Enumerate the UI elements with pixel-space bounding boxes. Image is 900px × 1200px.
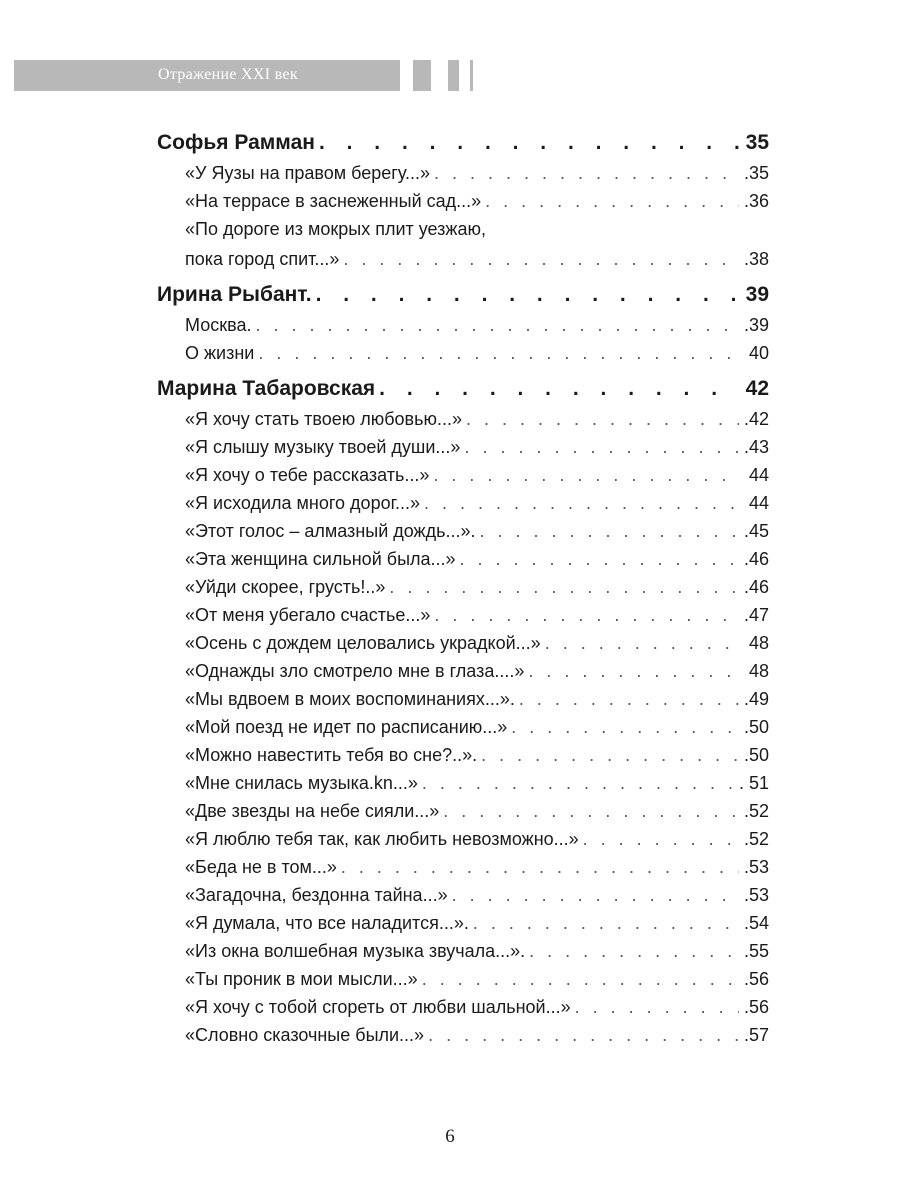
dot-leader — [258, 343, 739, 364]
toc-author-row — [157, 131, 769, 161]
toc-entry — [157, 493, 769, 521]
toc-entry-title: «Из окна волшебная музыка звучала...». — [185, 941, 526, 961]
toc-entry-title: пока город спит...» — [185, 249, 340, 269]
toc-entry-page: .38 — [743, 249, 769, 269]
toc-entry-title: О жизни — [185, 343, 255, 363]
toc-entry-page: .50 — [743, 745, 769, 765]
toc-entry-page: .52 — [743, 829, 769, 849]
toc-entry-page: .53 — [743, 857, 769, 877]
dot-leader — [428, 1025, 739, 1046]
toc-entry-title: «У Яузы на правом берегу...» — [185, 163, 431, 183]
toc-entry — [157, 343, 769, 371]
toc-entry-title: «Однажды зло смотрело мне в глаза....» — [185, 661, 525, 681]
toc-entry-title: «На террасе в заснеженный сад...» — [185, 191, 482, 211]
dot-leader — [545, 633, 739, 654]
running-header-title: Отражение XXI век — [158, 66, 298, 83]
dot-leader — [485, 191, 739, 212]
dot-leader — [519, 689, 739, 710]
dot-leader — [481, 745, 739, 766]
toc-entry-page: .43 — [743, 437, 769, 457]
toc-entry-page: .46 — [743, 549, 769, 569]
toc-entry-title: «Мы вдвоем в моих воспоминаниях...». — [185, 689, 515, 709]
toc-entry-title: «Беда не в том...» — [185, 857, 337, 877]
toc-entry-page: .45 — [743, 521, 769, 541]
toc-entry-title: «Осень с дождем целовались украдкой...» — [185, 633, 541, 653]
toc-entry-title: «Уйди скорее, грусть!..» — [185, 577, 386, 597]
toc-entry — [157, 745, 769, 773]
toc-entry — [157, 829, 769, 857]
toc-entry-page: .55 — [743, 941, 769, 961]
dot-leader — [434, 605, 739, 626]
toc-entry-page: .36 — [743, 191, 769, 211]
toc-entry-title: «Я хочу о тебе рассказать...» — [185, 465, 430, 485]
toc-entry-page: .35 — [743, 163, 769, 183]
toc-entry — [157, 997, 769, 1025]
dot-leader — [434, 163, 739, 184]
toc-entry — [157, 315, 769, 343]
toc-entry-title: «Можно навестить тебя во сне?..». — [185, 745, 478, 765]
toc-entry — [157, 969, 769, 997]
toc-entry-page: .42 — [743, 409, 769, 429]
toc-entry — [157, 409, 769, 437]
toc-entry-page: .56 — [743, 969, 769, 989]
toc-entry — [157, 913, 769, 941]
dot-leader — [422, 773, 735, 794]
toc-entry-page: 44 — [748, 493, 769, 513]
dot-leader — [460, 549, 739, 570]
dot-leader — [424, 493, 739, 514]
toc-author-page: 39 — [745, 283, 769, 306]
header-decoration-bar — [413, 60, 431, 91]
toc-entry-title: Москва. — [185, 315, 252, 335]
toc-entry — [157, 773, 769, 801]
toc-entry-page: .47 — [743, 605, 769, 625]
toc-entry — [157, 437, 769, 465]
toc-entry — [157, 577, 769, 605]
toc-author-name: Софья Рамман — [157, 131, 315, 154]
dot-leader — [452, 885, 739, 906]
dot-leader — [341, 857, 739, 878]
toc-entry-title: «Этот голос – алмазный дождь...». — [185, 521, 476, 541]
toc-entry — [157, 163, 769, 191]
toc-entry-page: 40 — [748, 343, 769, 363]
toc-entry — [157, 857, 769, 885]
toc-entry-title: «От меня убегало счастье...» — [185, 605, 431, 625]
toc-author-name: Ирина Рыбант. — [157, 283, 312, 306]
dot-leader — [466, 409, 739, 430]
header-decoration-bar — [470, 60, 473, 91]
toc-entry-page: .53 — [743, 885, 769, 905]
dot-leader — [529, 941, 739, 962]
page-number: 6 — [445, 1126, 455, 1147]
toc-entry-page: .52 — [743, 801, 769, 821]
dot-leader — [575, 997, 739, 1018]
toc-author-page: 42 — [745, 377, 769, 400]
toc-entry-title: «Две звезды на небе сияли...» — [185, 801, 440, 821]
toc-entry-page: .57 — [743, 1025, 769, 1045]
toc-entry-title: «Я люблю тебя так, как любить невозможно...» — [185, 829, 579, 849]
toc-entry — [157, 219, 769, 249]
table-of-contents — [157, 131, 769, 1053]
toc-entry — [157, 549, 769, 577]
dot-leader — [443, 801, 739, 822]
dot-leader — [255, 315, 739, 336]
toc-entry — [157, 191, 769, 219]
toc-entry-title: «Я исходила много дорог...» — [185, 493, 420, 513]
dot-leader — [433, 465, 739, 486]
toc-entry — [157, 465, 769, 493]
toc-entry — [157, 521, 769, 549]
toc-entry-page: .46 — [743, 577, 769, 597]
toc-entry-page: .50 — [743, 717, 769, 737]
dot-leader — [422, 969, 739, 990]
toc-entry-title: «Загадочна, бездонна тайна...» — [185, 885, 448, 905]
toc-entry — [157, 801, 769, 829]
toc-entry-page: 48 — [748, 661, 769, 681]
dot-leader — [316, 283, 739, 307]
toc-entry-title: «Мне снилась музыка.kn...» — [185, 773, 418, 793]
toc-entry-title: «По дороге из мокрых плит уезжаю, — [185, 219, 486, 239]
toc-entry-page: . 51 — [738, 773, 769, 793]
toc-entry-page: .49 — [743, 689, 769, 709]
toc-entry — [157, 885, 769, 913]
toc-entry — [157, 941, 769, 969]
toc-author-row — [157, 377, 769, 407]
dot-leader — [319, 131, 739, 155]
dot-leader — [473, 913, 739, 934]
toc-entry-title: «Словно сказочные были...» — [185, 1025, 425, 1045]
toc-entry — [157, 689, 769, 717]
dot-leader — [343, 249, 739, 270]
toc-entry-title: «Я думала, что все наладится...». — [185, 913, 469, 933]
dot-leader — [583, 829, 739, 850]
toc-entry — [157, 661, 769, 689]
dot-leader — [389, 577, 739, 598]
toc-author-page: 35 — [745, 131, 769, 154]
toc-entry-title: «Я хочу с тобой сгореть от любви шальной...» — [185, 997, 571, 1017]
toc-entry-page: 48 — [748, 633, 769, 653]
toc-author-name: Марина Табаровская — [157, 377, 376, 400]
toc-entry-page: .39 — [743, 315, 769, 335]
dot-leader — [528, 661, 739, 682]
dot-leader — [464, 437, 739, 458]
toc-entry — [157, 249, 769, 277]
toc-entry-page: .56 — [743, 997, 769, 1017]
toc-entry-title: «Мой поезд не идет по расписанию...» — [185, 717, 508, 737]
toc-entry-page: .54 — [743, 913, 769, 933]
toc-entry — [157, 1025, 769, 1053]
toc-entry — [157, 633, 769, 661]
toc-entry-title: «Я хочу стать твоею любовью...» — [185, 409, 462, 429]
toc-entry-title: «Эта женщина сильной была...» — [185, 549, 456, 569]
toc-entry-title: «Я слышу музыку твоей души...» — [185, 437, 461, 457]
toc-entry — [157, 605, 769, 633]
dot-leader — [480, 521, 740, 542]
dot-leader — [379, 377, 739, 401]
header-decoration-bar — [448, 60, 459, 91]
toc-entry-page: 44 — [748, 465, 769, 485]
dot-leader — [511, 717, 739, 738]
toc-entry — [157, 717, 769, 745]
toc-entry-title: «Ты проник в мои мысли...» — [185, 969, 418, 989]
toc-author-row — [157, 283, 769, 313]
